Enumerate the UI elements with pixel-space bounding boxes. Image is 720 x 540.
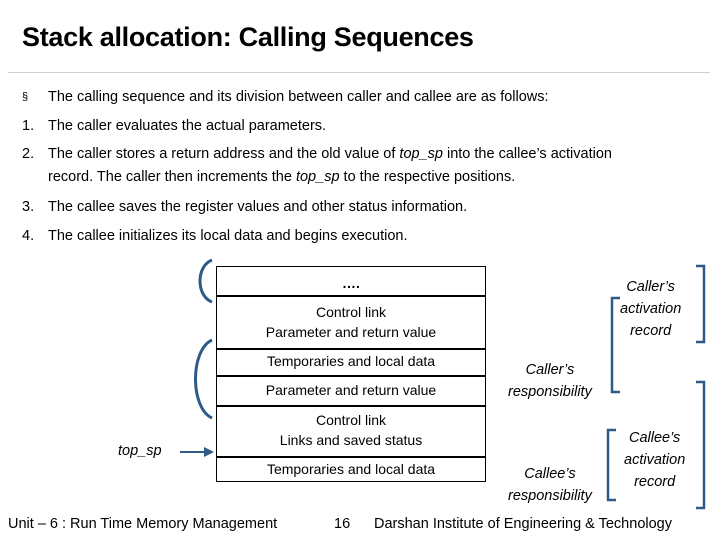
stack-divider	[217, 375, 485, 377]
callers-activation-label	[620, 276, 681, 342]
stack-cell-control-link: Control link	[315, 412, 387, 428]
stack-divider	[217, 456, 485, 458]
caller-responsibility-bracket	[612, 298, 620, 392]
stack-cell-control-link: Control link	[315, 304, 387, 320]
callees-activation-label	[624, 427, 685, 493]
list-item	[22, 196, 467, 218]
list-item-text: The caller stores a return address and the old value of	[48, 146, 400, 162]
bullet-intro-text: The calling sequence and its division between caller and callee are as follows:	[48, 89, 549, 105]
list-item-text: The callee initializes its local data and begins execution.	[48, 228, 408, 244]
callee-activation-bracket	[696, 382, 704, 508]
callees-responsibility-label	[508, 463, 592, 507]
list-item-number: 2.	[22, 146, 35, 162]
list-item-text-after: into the callee’s activation	[442, 146, 612, 162]
top-sp-term: top_sp	[295, 169, 340, 185]
stack-divider	[217, 348, 485, 350]
list-item-number: 4.	[22, 228, 35, 244]
list-item	[22, 115, 326, 137]
stack-cell-param-return: Parameter and return value	[265, 382, 437, 398]
stack-divider	[217, 405, 485, 407]
label-line: record	[630, 323, 672, 339]
list-item-text: The caller evaluates the actual parameters.	[48, 118, 327, 134]
stack-cell-dots: ….	[342, 275, 360, 291]
slide-title: Stack allocation: Calling Sequences	[22, 22, 474, 52]
callee-responsibility-bracket	[608, 430, 616, 500]
top-sp-arrowhead	[204, 447, 214, 457]
top-sp-pointer-label: top_sp	[118, 443, 162, 459]
bullet-marker: §	[22, 91, 29, 103]
top-sp-term: top_sp	[399, 146, 443, 162]
callers-responsibility-label	[508, 359, 592, 403]
left-brace-upper	[200, 260, 212, 302]
bullet-intro	[22, 86, 549, 108]
title-divider	[8, 72, 710, 73]
stack-cell-temporaries: Temporaries and local data	[266, 461, 436, 477]
activation-stack	[216, 266, 486, 482]
list-item-continuation	[48, 166, 515, 188]
list-item-number: 3.	[22, 199, 35, 215]
label-line: responsibility	[508, 488, 592, 504]
label-line: Caller’s	[626, 279, 675, 295]
label-line: Callee’s	[524, 466, 576, 482]
continuation-text-b: to the respective positions.	[339, 169, 516, 185]
label-line: Callee’s	[628, 430, 681, 446]
label-line: record	[634, 474, 676, 490]
left-brace-lower	[196, 340, 213, 418]
footer-page-number: 16	[334, 516, 351, 532]
list-item-text: The callee saves the register values and other status information.	[48, 199, 468, 215]
list-item	[22, 143, 612, 165]
stack-cell-temporaries: Temporaries and local data	[266, 353, 436, 369]
caller-activation-bracket	[696, 266, 704, 342]
label-line: activation	[624, 452, 686, 468]
label-line: activation	[620, 301, 682, 317]
stack-divider	[217, 295, 485, 297]
list-item	[22, 225, 408, 247]
footer-unit: Unit – 6 : Run Time Memory Management	[8, 516, 278, 532]
footer-institute: Darshan Institute of Engineering & Technology	[374, 516, 672, 532]
label-line: responsibility	[508, 384, 592, 400]
stack-cell-param-return: Parameter and return value	[265, 324, 437, 340]
continuation-text-a: record. The caller then increments the	[48, 169, 296, 185]
stack-cell-links-saved: Links and saved status	[279, 432, 423, 448]
label-line: Caller’s	[525, 362, 575, 378]
list-item-number: 1.	[22, 118, 35, 134]
